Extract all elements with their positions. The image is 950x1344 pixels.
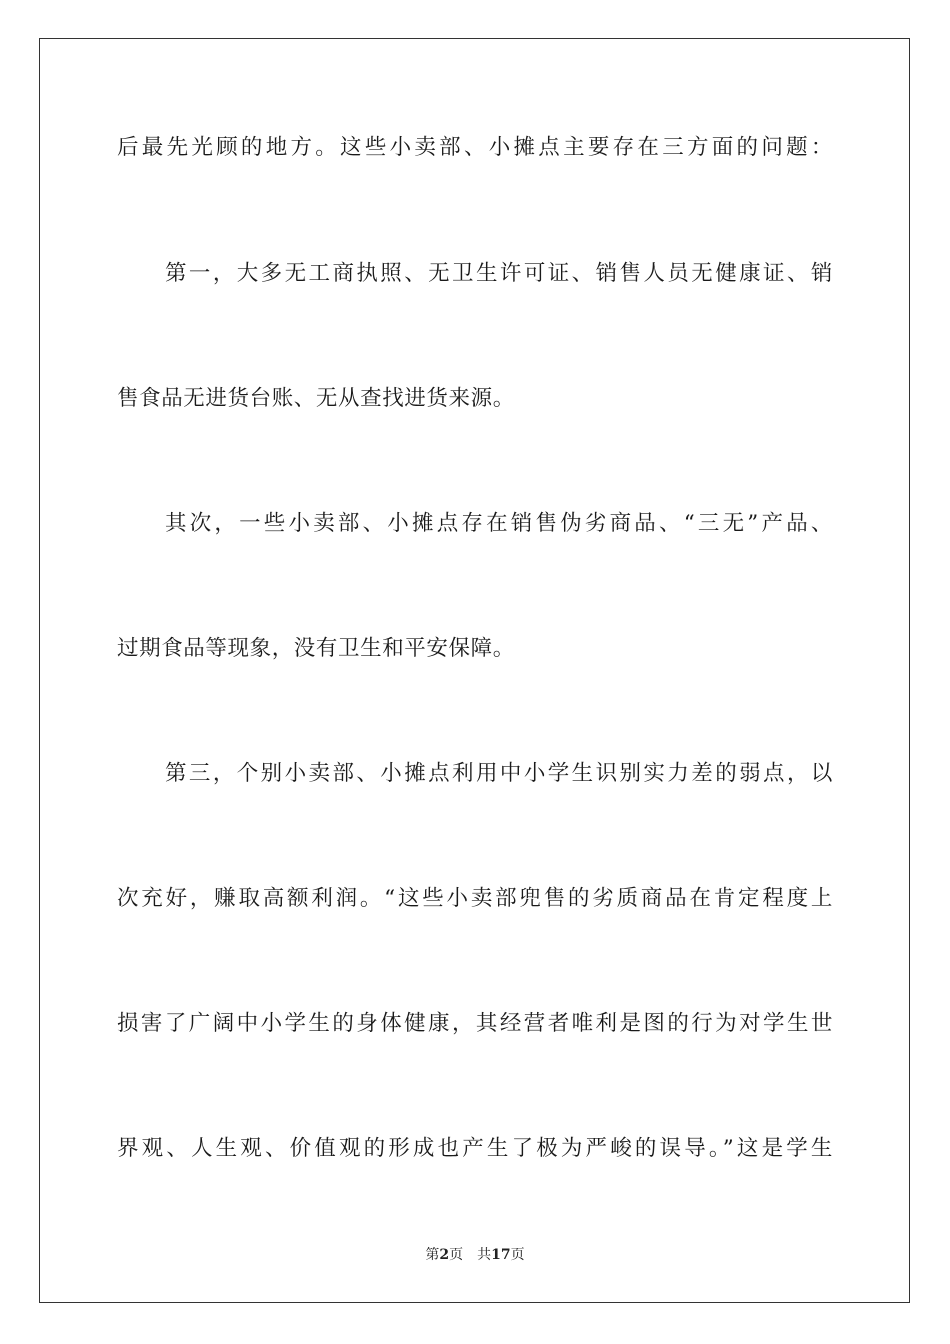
paragraph-line-4: 其次，一些小卖部、小摊点存在销售伪劣商品、“三无”产品、: [165, 511, 833, 536]
total-unit: 页: [510, 1247, 525, 1263]
paragraph-line-7: 次充好，赚取高额利润。“这些小卖部兜售的劣质商品在肯定程度上: [117, 886, 833, 911]
page-total: 17: [491, 1247, 511, 1263]
paragraph-line-9: 界观、人生观、价值观的形成也产生了极为严峻的误导。”这是学生: [117, 1136, 833, 1161]
page-border: [39, 38, 910, 1303]
paragraph-line-2: 第一，大多无工商执照、无卫生许可证、销售人员无健康证、销: [165, 261, 833, 286]
page-current: 2: [439, 1247, 450, 1263]
page-unit: 页: [449, 1247, 464, 1263]
paragraph-line-1: 后最先光顾的地方。这些小卖部、小摊点主要存在三方面的问题：: [117, 135, 833, 160]
page-prefix: 第: [425, 1247, 440, 1263]
paragraph-line-6: 第三，个别小卖部、小摊点利用中小学生识别实力差的弱点，以: [165, 761, 833, 786]
page-footer: [0, 1246, 950, 1264]
paragraph-line-3: 售食品无进货台账、无从查找进货来源。: [117, 386, 515, 411]
total-prefix: 共: [477, 1247, 492, 1263]
paragraph-line-5: 过期食品等现象，没有卫生和平安保障。: [117, 636, 515, 661]
paragraph-line-8: 损害了广阔中小学生的身体健康，其经营者唯利是图的行为对学生世: [117, 1011, 833, 1036]
